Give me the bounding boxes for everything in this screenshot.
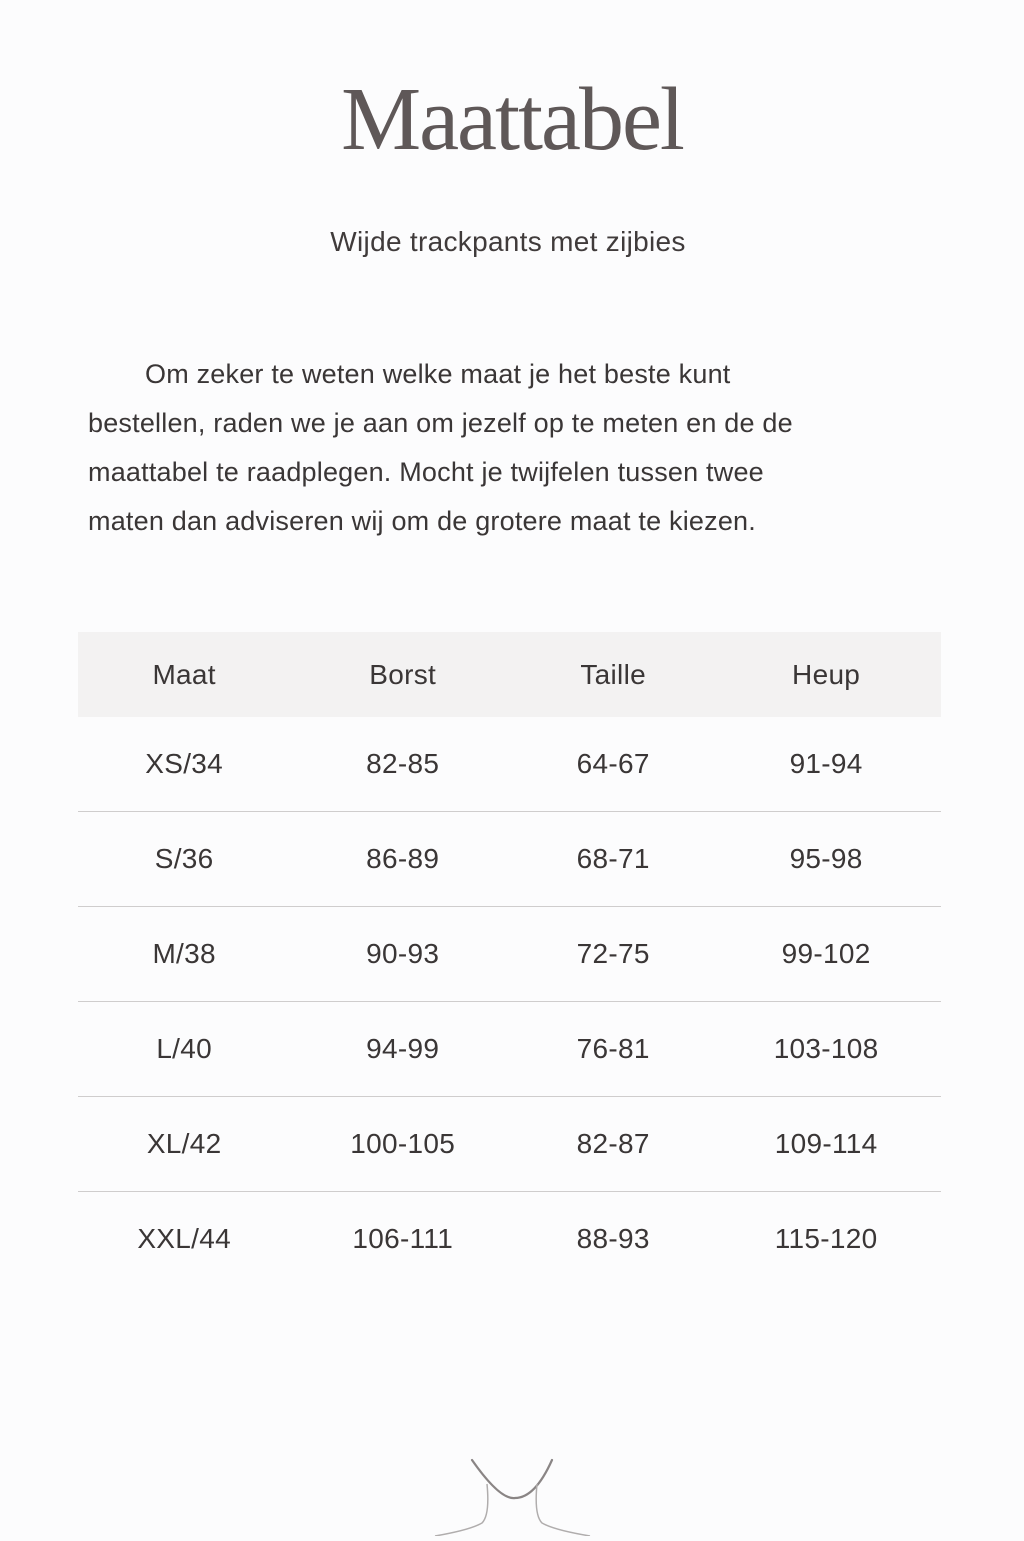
table-row: [78, 1002, 941, 1097]
intro-paragraph: [88, 350, 908, 546]
page-title: Maattabel: [341, 70, 683, 169]
cell-taille: 88-93: [576, 1223, 650, 1254]
left-shoulder-line: [435, 1484, 488, 1536]
header-maat: Maat: [78, 632, 290, 717]
cell-borst: 106-111: [352, 1223, 454, 1254]
cell-maat: XL/42: [78, 1097, 290, 1192]
cell-borst: 86-89: [290, 812, 515, 907]
table-row: [78, 1097, 941, 1192]
cell-heup: 91-94: [711, 717, 941, 812]
intro-line: maten dan adviseren wij om de grotere maat te kiezen.: [88, 506, 756, 536]
cell-borst: 90-93: [290, 907, 515, 1002]
cell-taille: 68-71: [515, 812, 711, 907]
table-row: [78, 717, 941, 812]
cell-heup: 99-102: [711, 907, 941, 1002]
cell-borst: 82-85: [290, 717, 515, 812]
header-taille: Taille: [515, 632, 711, 717]
size-table: [78, 632, 941, 1286]
intro-line: Om zeker te weten welke maat je het beste kunt: [145, 359, 731, 389]
cell-borst: 94-99: [290, 1002, 515, 1097]
cell-heup: 103-108: [711, 1002, 941, 1097]
cell-taille: 82-87: [515, 1097, 711, 1192]
intro-line: bestellen, raden we je aan om jezelf op te meten en de de: [88, 408, 793, 438]
cell-heup: 115-120: [774, 1223, 878, 1254]
cell-maat: XXL/44: [137, 1223, 231, 1254]
cell-maat: M/38: [78, 907, 290, 1002]
header-heup: Heup: [711, 632, 941, 717]
cell-maat: XS/34: [78, 717, 290, 812]
cell-maat: S/36: [78, 812, 290, 907]
cell-heup: 95-98: [711, 812, 941, 907]
table-row: [78, 1192, 941, 1287]
neckline-curve: [472, 1460, 552, 1498]
cell-taille: 76-81: [515, 1002, 711, 1097]
intro-line: maattabel te raadplegen. Mocht je twijfelen tussen twee: [88, 457, 764, 487]
cell-borst: 100-105: [290, 1097, 515, 1192]
table-row: [78, 812, 941, 907]
cell-heup: 109-114: [711, 1097, 941, 1192]
product-subtitle: Wijde trackpants met zijbies: [330, 226, 686, 257]
cell-taille: 64-67: [515, 717, 711, 812]
cell-taille: 72-75: [515, 907, 711, 1002]
table-header-row: [78, 632, 941, 717]
right-shoulder-line: [536, 1484, 590, 1536]
table-row: [78, 907, 941, 1002]
body-outline-icon: [400, 1420, 640, 1536]
header-borst: Borst: [290, 632, 515, 717]
cell-maat: L/40: [78, 1002, 290, 1097]
